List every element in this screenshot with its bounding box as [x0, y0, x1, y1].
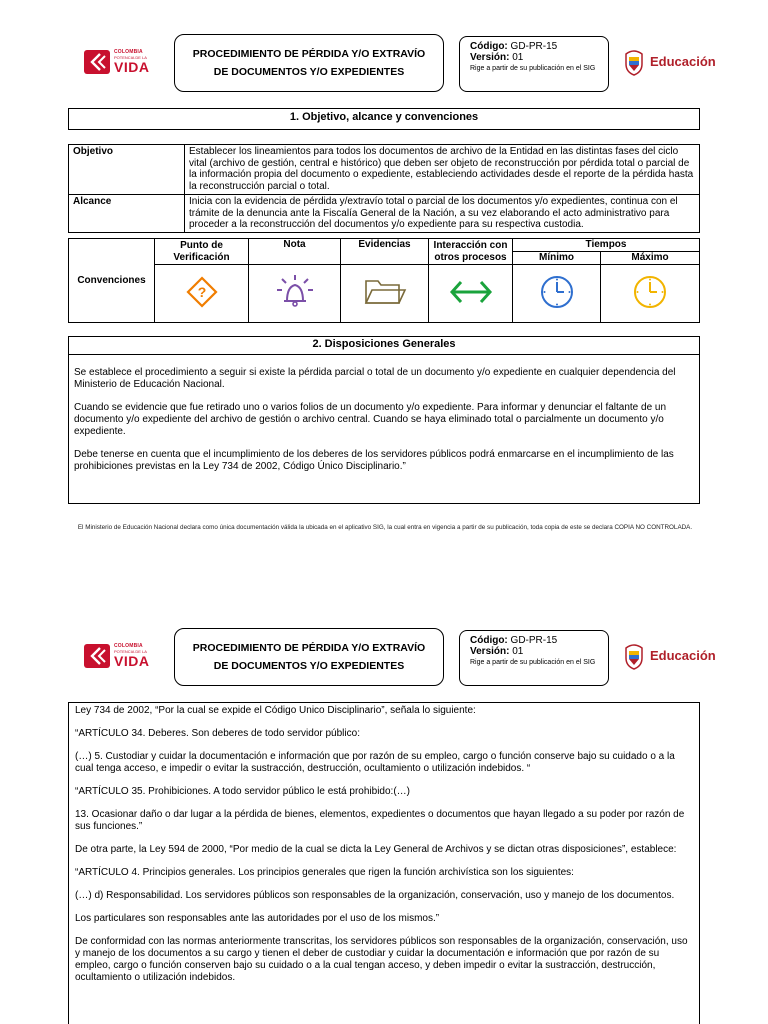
section-2-paragraph: Se establece el procedimiento a seguir si existe la pérdida parcial o total de un documento y/o expediente en cualquier dependencia del Ministerio de Educación Nacional.	[74, 367, 676, 390]
convenciones-table	[68, 238, 700, 323]
version-label: Versión:	[470, 52, 510, 63]
clock-yellow-icon	[632, 274, 668, 310]
punto-verificacion-cell	[155, 265, 249, 323]
nota-header: Nota	[249, 239, 341, 265]
document-title-box	[174, 628, 444, 686]
page-2-paragraph: “ARTÍCULO 4. Principios generales. Los principios generales que rigen la función archivística son los siguientes:	[75, 867, 574, 878]
logo-line-potencia: POTENCIA DE LA	[114, 55, 147, 60]
document-code-box	[459, 630, 609, 686]
maximo-header: Máximo	[601, 252, 700, 265]
code-value: GD-PR-15	[510, 635, 558, 646]
section-2-box	[68, 336, 700, 504]
objetivo-alcance-table	[68, 144, 700, 233]
page-2-body-box	[68, 702, 700, 1024]
maximo-cell	[601, 265, 700, 323]
page-2-paragraph: “ARTÍCULO 35. Prohibiciones. A todo servidor público le está prohibido:(…)	[75, 786, 410, 797]
rige-text: Rige a partir de su publicación en el SIG	[470, 65, 596, 72]
alcance-row	[69, 195, 700, 233]
educacion-label: Educación	[650, 54, 716, 69]
document-title: PROCEDIMIENTO DE PÉRDIDA Y/O EXTRAVÍO DE DOCUMENTOS Y/O EXPEDIENTES	[192, 642, 426, 672]
logo-line-colombia: COLOMBIA	[114, 49, 143, 55]
document-title-box	[174, 34, 444, 92]
objetivo-row	[69, 145, 700, 195]
logo-line-vida: VIDA	[114, 653, 150, 669]
double-arrow-icon	[449, 279, 493, 305]
tiempos-header: Tiempos	[513, 239, 700, 252]
punto-verificacion-header: Punto de Verificación	[155, 239, 249, 265]
page-footer-disclaimer: El Ministerio de Educación Nacional declara como única documentación válida la ubicada en el aplicativo SIG, la cual entra en vigencia a partir de su publicación, toda copia de este se declara COPIA NO CONTROLADA.	[77, 524, 693, 531]
objetivo-label: Objetivo	[69, 145, 185, 195]
page-2-paragraph: (…) d) Responsabilidad. Los servidores públicos son responsables de la organización, conservación, uso y manejo de los documentos.	[75, 890, 675, 901]
educacion-label: Educación	[650, 648, 716, 663]
section-2-body	[69, 355, 699, 473]
colombia-swirl-icon	[84, 50, 110, 74]
code-value: GD-PR-15	[510, 41, 558, 52]
clock-blue-icon	[539, 274, 575, 310]
coat-of-arms-icon	[622, 642, 646, 670]
evidencias-cell	[341, 265, 429, 323]
bell-alert-icon	[274, 273, 316, 311]
page-2-paragraph: Ley 734 de 2002, “Por la cual se expide el Código Unico Disciplinario”, señala lo siguiente:	[75, 705, 476, 716]
educacion-logo	[622, 48, 740, 76]
convenciones-label: Convenciones	[69, 239, 155, 323]
version-value: 01	[512, 52, 524, 63]
minimo-header: Mínimo	[513, 252, 601, 265]
logo-line-potencia: POTENCIA DE LA	[114, 649, 147, 654]
rige-text: Rige a partir de su publicación en el SIG	[470, 659, 596, 666]
logo-line-vida: VIDA	[114, 59, 150, 75]
interaccion-header: Interacción con otros procesos	[429, 239, 513, 265]
page-2-paragraph: De otra parte, la Ley 594 de 2000, “Por medio de la cual se dicta la Ley General de Archivos y se dictan otras disposiciones”, establece:	[75, 844, 677, 855]
objetivo-text: Establecer los lineamientos para todos los documentos de archivo de la Entidad en las distintas fases del ciclo vital (archivo de gestión, central e histórico) que deben ser objeto de reconstrucción por pérdida total o parcial de la información propia del documento o expediente, estableciendo actividades desde el reporte de la pérdida hasta la reconstrucción parcial o total.	[185, 145, 700, 195]
evidencias-header: Evidencias	[341, 239, 429, 265]
section-1-title-box	[68, 108, 700, 130]
coat-of-arms-icon	[622, 48, 646, 76]
interaccion-cell	[429, 265, 513, 323]
section-2-title: 2. Disposiciones Generales	[69, 337, 699, 355]
page-2-paragraph: De conformidad con las normas anteriormente transcritas, los servidores públicos son responsables de la organización, conservación, uso y manejo de los documentos a su cargo y tienen el deber de custodiar y cuidar la documentación e información que por razón de su empleo, cargo o función conserven bajo su cuidado o a la cual tengan acceso, y deben impedir o evitar la sustracción, destrucción, ocultamiento o utilización indebidos.	[75, 936, 688, 983]
section-2-paragraph: Debe tenerse en cuenta que el incumplimiento de los deberes de los servidores públicos podrá enmarcarse en el incumplimiento de las prohibiciones previstas en la Ley 734 de 2002, Código Único Disciplinario.”	[74, 449, 674, 472]
alcance-text: Inicia con la evidencia de pérdida y/extravío total o parcial de los documentos y/o expedientes, continua con el trámite de la denuncia ante la Fiscalía General de la Nación, a su vez elaborando el acto administrativo para proceder a la reconstrucción del documentos y/o expediente para su respectiva custodia.	[185, 195, 700, 233]
svg-text:?: ?	[197, 283, 206, 300]
document-title: PROCEDIMIENTO DE PÉRDIDA Y/O EXTRAVÍO DE DOCUMENTOS Y/O EXPEDIENTES	[192, 48, 426, 78]
page-header	[0, 626, 768, 686]
version-value: 01	[512, 646, 524, 657]
logo-line-colombia: COLOMBIA	[114, 643, 143, 649]
section-2-paragraph: Cuando se evidencie que fue retirado uno o varios folios de un documento y/o expediente. Para informar y denunciar el faltante de un documento y/o expediente del archivo de gestión o archivo central. Cuando se haya eliminado total o parcialmente un documento y/o expediente.	[74, 402, 667, 437]
page-2-paragraph: 13. Ocasionar daño o dar lugar a la pérdida de bienes, elementos, expedientes o documentos que hayan llegado a su poder por razón de sus funciones.”	[75, 809, 685, 832]
page-2-paragraph: Los particulares son responsables ante las autoridades por el uso de los mismos.”	[75, 913, 440, 924]
page-header	[0, 32, 768, 92]
alcance-label: Alcance	[69, 195, 185, 233]
document-code-box	[459, 36, 609, 92]
code-label: Código:	[470, 635, 508, 646]
colombia-potencia-de-la-vida-logo	[84, 642, 156, 670]
diamond-question-icon	[185, 275, 219, 309]
colombia-swirl-icon	[84, 644, 110, 668]
nota-cell	[249, 265, 341, 323]
document-page-2	[0, 600, 768, 1024]
folder-icon	[363, 276, 407, 308]
colombia-potencia-de-la-vida-logo	[84, 48, 156, 76]
page-2-paragraph: “ARTÍCULO 34. Deberes. Son deberes de todo servidor público:	[75, 728, 360, 739]
version-label: Versión:	[470, 646, 510, 657]
page-2-paragraph: (…) 5. Custodiar y cuidar la documentación e información que por razón de su empleo, cargo o función conserve bajo su cuidado o a la cual tenga acceso, e impedir o evitar la sustracción, destrucción, ocultamiento o utilización indebidos. “	[75, 751, 675, 774]
minimo-cell	[513, 265, 601, 323]
code-label: Código:	[470, 41, 508, 52]
section-1-title: 1. Objetivo, alcance y convenciones	[289, 111, 479, 123]
educacion-logo	[622, 642, 740, 670]
